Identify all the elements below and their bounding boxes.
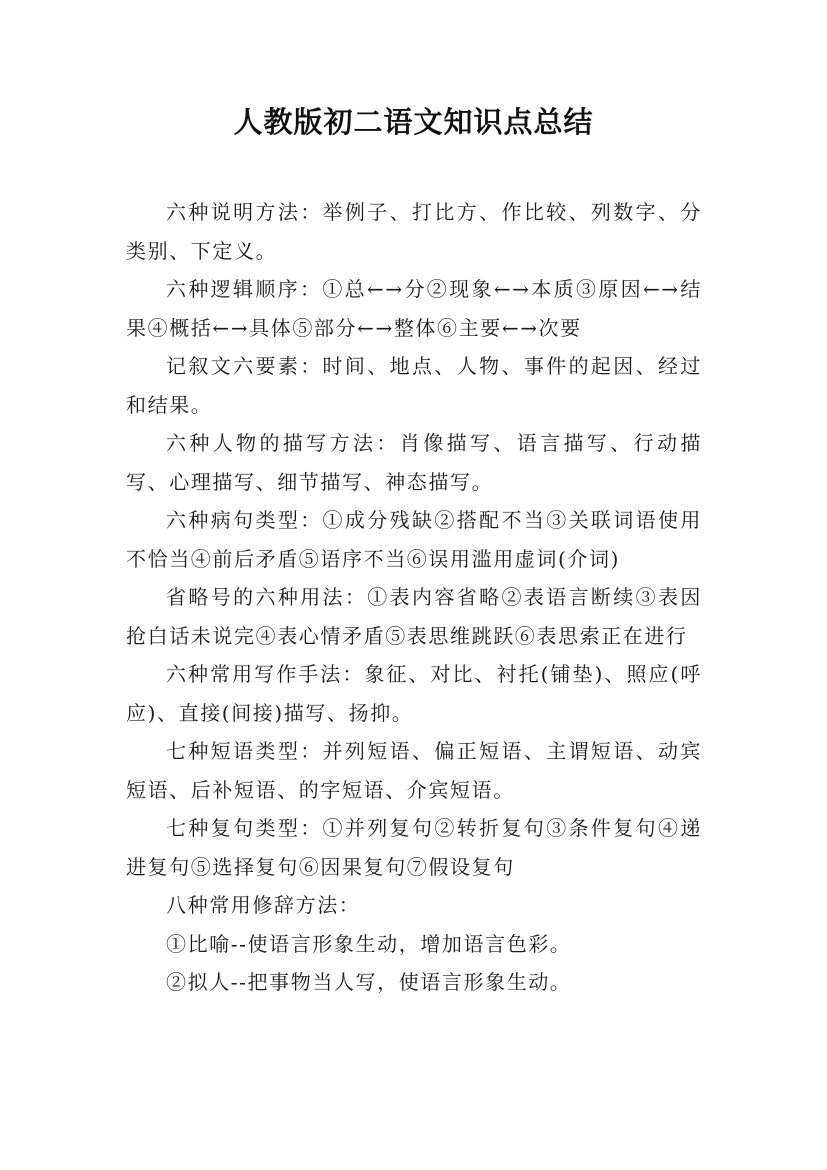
paragraph-ellipsis-usage: 省略号的六种用法：①表内容省略②表语言断续③表因抢白话未说完④表心情矛盾⑤表思维跳跃⑥表思索正在进行: [126, 585, 702, 648]
paragraph-explanation-methods: 六种说明方法：举例子、打比方、作比较、列数字、分类别、下定义。: [126, 200, 702, 263]
paragraph-rhetoric-heading: 八种常用修辞方法：: [166, 893, 361, 917]
paragraph-rhetoric-metaphor: ①比喻--使语言形象生动，增加语言色彩。: [166, 931, 572, 956]
paragraph-logical-order: 六种逻辑顺序：①总←→分②现象←→本质③原因←→结果④概括←→具体⑤部分←→整体⑥主要←→次要: [126, 277, 702, 340]
paragraph-character-description: 六种人物的描写方法：肖像描写、语言描写、行动描写、心理描写、细节描写、神态描写。: [126, 431, 702, 494]
paragraph-writing-techniques: 六种常用写作手法：象征、对比、衬托(铺垫)、照应(呼应)、直接(间接)描写、扬抑。: [126, 662, 702, 725]
paragraph-complex-sentence-types: 七种复句类型：①并列复句②转折复句③条件复句④递进复句⑤选择复句⑥因果复句⑦假设复句: [126, 816, 702, 879]
paragraph-narrative-elements: 记叙文六要素：时间、地点、人物、事件的起因、经过和结果。: [126, 354, 702, 417]
document-title: 人教版初二语文知识点总结: [233, 105, 594, 139]
paragraph-phrase-types: 七种短语类型：并列短语、偏正短语、主谓短语、动宾短语、后补短语、的字短语、介宾短语。: [126, 739, 702, 802]
paragraph-rhetoric-personification: ②拟人--把事物当人写，使语言形象生动。: [166, 970, 572, 994]
document-body: [126, 193, 702, 1002]
paragraph-sentence-errors: 六种病句类型：①成分残缺②搭配不当③关联词语使用不恰当④前后矛盾⑤语序不当⑥误用滥用虚词(介词): [126, 508, 702, 571]
